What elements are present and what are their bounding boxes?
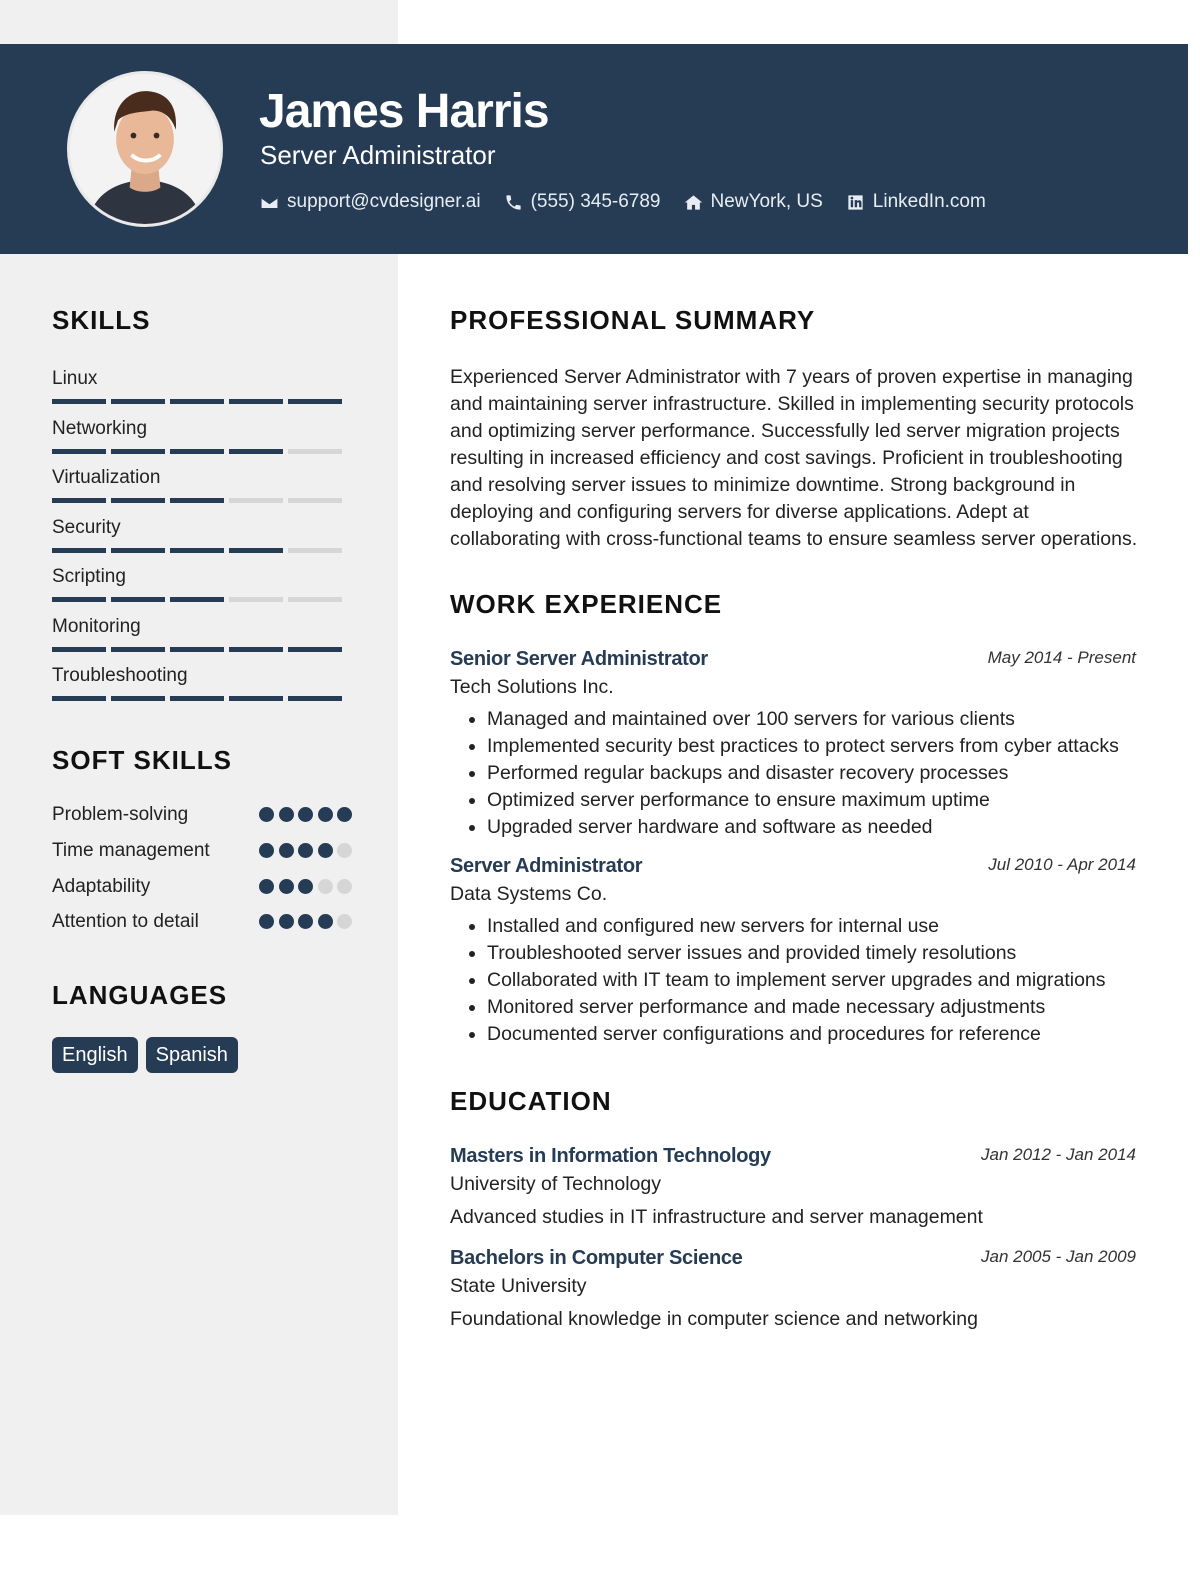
skill-name: Monitoring: [52, 615, 141, 637]
job-entry: [450, 648, 1140, 841]
job-company: Data Systems Co.: [450, 883, 608, 905]
skill-level-segment-filled: [170, 449, 224, 454]
skill-name: Troubleshooting: [52, 665, 188, 686]
job-bullets: [450, 706, 1140, 841]
contact-linkedin-text: LinkedIn.com: [872, 191, 986, 212]
education-entry: [450, 1145, 1140, 1230]
skill-level-segment-empty: [288, 548, 342, 553]
skill-level-segment-filled: [52, 548, 106, 553]
skill-level-segment-filled: [111, 696, 165, 701]
skill-item: [52, 564, 352, 614]
skill-level-bar: [52, 498, 352, 503]
rating-dot-filled: [279, 807, 294, 822]
skill-level-segment-empty: [288, 597, 342, 602]
skill-level-segment-filled: [170, 548, 224, 553]
main-content: [450, 305, 1140, 1332]
skill-level-segment-filled: [229, 548, 283, 553]
contact-list: [260, 190, 1009, 214]
skill-level-segment-filled: [111, 548, 165, 553]
skill-item: [52, 614, 352, 664]
skill-level-bar: [52, 548, 352, 553]
skill-level-segment-filled: [111, 399, 165, 404]
skill-level-segment-filled: [229, 399, 283, 404]
skill-level-segment-filled: [170, 647, 224, 652]
skill-level-segment-filled: [111, 498, 165, 503]
education-date: Jan 2012 - Jan 2014: [980, 1145, 1136, 1164]
degree-title: Masters in Information Technology: [450, 1145, 771, 1167]
language-pill: English: [52, 1037, 138, 1073]
soft-skill-item: [52, 909, 352, 935]
rating-dot-empty: [337, 843, 352, 858]
contact-phone-text: (555) 345-6789: [530, 191, 661, 212]
soft-skill-rating: [255, 843, 353, 859]
skill-name: Virtualization: [52, 467, 161, 488]
rating-dot-filled: [318, 914, 333, 929]
profile-photo-icon: [70, 74, 220, 224]
job-bullet: • Monitored server performance and made necessary adjustments: [487, 994, 1140, 1021]
work-heading: WORK EXPERIENCE: [450, 589, 723, 619]
contact-linkedin[interactable]: [846, 191, 986, 213]
skill-level-segment-filled: [288, 696, 342, 701]
soft-skill-item: [52, 874, 352, 900]
degree-title: Bachelors in Computer Science: [450, 1247, 743, 1269]
candidate-title: Server Administrator: [260, 140, 496, 170]
skill-item: [52, 515, 352, 565]
job-bullet: • Managed and maintained over 100 servers for various clients: [487, 706, 1140, 733]
skill-level-segment-filled: [288, 399, 342, 404]
skill-level-segment-filled: [229, 696, 283, 701]
summary-text: Experienced Server Administrator with 7 years of proven expertise in managing and maintaining server infrastructure. Skilled in implementing security protocols and optimizing server performance. Successfully led server migration projects resulting in increased efficiency and cost savings. Proficient in troubleshooting and resolving server issues to minimize downtime. Strong background in deploying and configuring servers for diverse applications. Adept at collaborating with cross-functional teams to ensure seamless server operations.: [450, 366, 1138, 550]
soft-skill-name: Problem-solving: [52, 803, 189, 825]
skill-level-segment-empty: [288, 498, 342, 503]
rating-dot-filled: [279, 843, 294, 858]
skill-level-segment-filled: [170, 597, 224, 602]
skill-level-segment-filled: [52, 647, 106, 652]
sidebar: [52, 305, 352, 1073]
job-bullet: • Troubleshooted server issues and provided timely resolutions: [487, 940, 1140, 967]
skill-item: [52, 366, 352, 416]
soft-skill-rating: [255, 879, 353, 895]
skill-name: Security: [52, 516, 121, 538]
skill-level-bar: [52, 647, 352, 652]
rating-dot-filled: [318, 843, 333, 858]
skill-level-segment-filled: [52, 449, 106, 454]
skill-level-segment-filled: [52, 498, 106, 503]
job-bullet: • Documented server configurations and procedures for reference: [487, 1021, 1140, 1048]
job-bullet: • Implemented security best practices to protect servers from cyber attacks: [487, 733, 1140, 760]
job-date: May 2014 - Present: [987, 648, 1136, 667]
skill-level-segment-empty: [288, 449, 342, 454]
job-title: Senior Server Administrator: [450, 648, 708, 670]
languages-list: [52, 1037, 352, 1073]
rating-dot-empty: [337, 879, 352, 894]
job-date: Jul 2010 - Apr 2014: [988, 855, 1136, 874]
skills-list: [52, 366, 352, 713]
rating-dot-filled: [279, 879, 294, 894]
skill-level-segment-filled: [288, 647, 342, 652]
skill-level-segment-filled: [229, 449, 283, 454]
skill-level-segment-filled: [111, 449, 165, 454]
rating-dot-filled: [298, 843, 313, 858]
skill-item: [52, 465, 352, 515]
skill-level-segment-filled: [52, 597, 106, 602]
rating-dot-empty: [318, 879, 333, 894]
skill-level-segment-filled: [229, 647, 283, 652]
soft-skills-list: [52, 802, 352, 935]
job-bullet: • Performed regular backups and disaster recovery processes: [487, 760, 1140, 787]
phone-icon: [504, 193, 523, 212]
summary-heading: PROFESSIONAL SUMMARY: [450, 305, 816, 335]
avatar: [67, 71, 223, 227]
education-entry: [450, 1247, 1140, 1332]
header-banner: [0, 44, 1188, 254]
education-description: Foundational knowledge in computer science and networking: [450, 1308, 978, 1330]
rating-dot-filled: [298, 807, 313, 822]
contact-location-text: NewYork, US: [710, 191, 823, 212]
candidate-name: James Harris: [259, 85, 549, 138]
skill-level-segment-filled: [52, 696, 106, 701]
home-icon: [684, 193, 703, 212]
rating-dot-filled: [259, 914, 274, 929]
skills-heading: SKILLS: [52, 305, 151, 335]
school-name: University of Technology: [450, 1173, 661, 1195]
language-pill: Spanish: [146, 1037, 238, 1073]
skill-level-bar: [52, 597, 352, 602]
envelope-icon: [260, 193, 279, 212]
skill-level-segment-filled: [170, 696, 224, 701]
soft-skills-heading: SOFT SKILLS: [52, 744, 232, 775]
skill-level-segment-filled: [111, 647, 165, 652]
job-bullet: • Installed and configured new servers for internal use: [487, 913, 1140, 940]
rating-dot-filled: [298, 914, 313, 929]
skill-level-segment-filled: [170, 498, 224, 503]
skill-name: Networking: [52, 417, 148, 439]
skill-item: [52, 663, 352, 713]
education-date: Jan 2005 - Jan 2009: [980, 1247, 1136, 1266]
education-heading: EDUCATION: [450, 1086, 612, 1116]
soft-skill-name: Attention to detail: [52, 910, 199, 932]
rating-dot-filled: [298, 879, 313, 894]
rating-dot-filled: [259, 843, 274, 858]
linkedin-icon: [846, 193, 865, 212]
contact-email-text: support@cvdesigner.ai: [287, 191, 481, 212]
rating-dot-filled: [259, 879, 274, 894]
school-name: State University: [450, 1275, 587, 1297]
job-company: Tech Solutions Inc.: [450, 676, 614, 698]
skill-name: Scripting: [52, 566, 126, 587]
job-bullet: • Upgraded server hardware and software as needed: [487, 814, 1140, 841]
skill-level-segment-empty: [229, 498, 283, 503]
skill-level-segment-filled: [170, 399, 224, 404]
skill-name: Linux: [52, 368, 98, 389]
education-description: Advanced studies in IT infrastructure and server management: [450, 1206, 983, 1228]
skill-item: [52, 416, 352, 466]
skill-level-segment-filled: [52, 399, 106, 404]
soft-skill-name: Time management: [52, 839, 210, 861]
job-entry: [450, 855, 1140, 1048]
soft-skill-item: [52, 802, 352, 828]
rating-dot-filled: [259, 807, 274, 822]
skill-level-segment-empty: [229, 597, 283, 602]
job-bullet: • Optimized server performance to ensure maximum uptime: [487, 787, 1140, 814]
rating-dot-filled: [337, 807, 352, 822]
soft-skill-item: [52, 838, 352, 864]
soft-skill-rating: [255, 807, 353, 823]
job-bullet: • Collaborated with IT team to implement server upgrades and migrations: [487, 967, 1140, 994]
skill-level-bar: [52, 696, 352, 701]
rating-dot-filled: [279, 914, 294, 929]
rating-dot-filled: [318, 807, 333, 822]
job-bullets: [450, 913, 1140, 1048]
skill-level-segment-filled: [111, 597, 165, 602]
contact-phone[interactable]: [504, 191, 661, 213]
contact-email[interactable]: [260, 191, 481, 213]
rating-dot-empty: [337, 914, 352, 929]
soft-skill-name: Adaptability: [52, 875, 151, 897]
soft-skill-rating: [255, 914, 353, 930]
skill-level-bar: [52, 449, 352, 454]
contact-location: [684, 191, 823, 213]
languages-heading: LANGUAGES: [52, 979, 228, 1010]
skill-level-bar: [52, 399, 352, 404]
job-title: Server Administrator: [450, 855, 643, 877]
